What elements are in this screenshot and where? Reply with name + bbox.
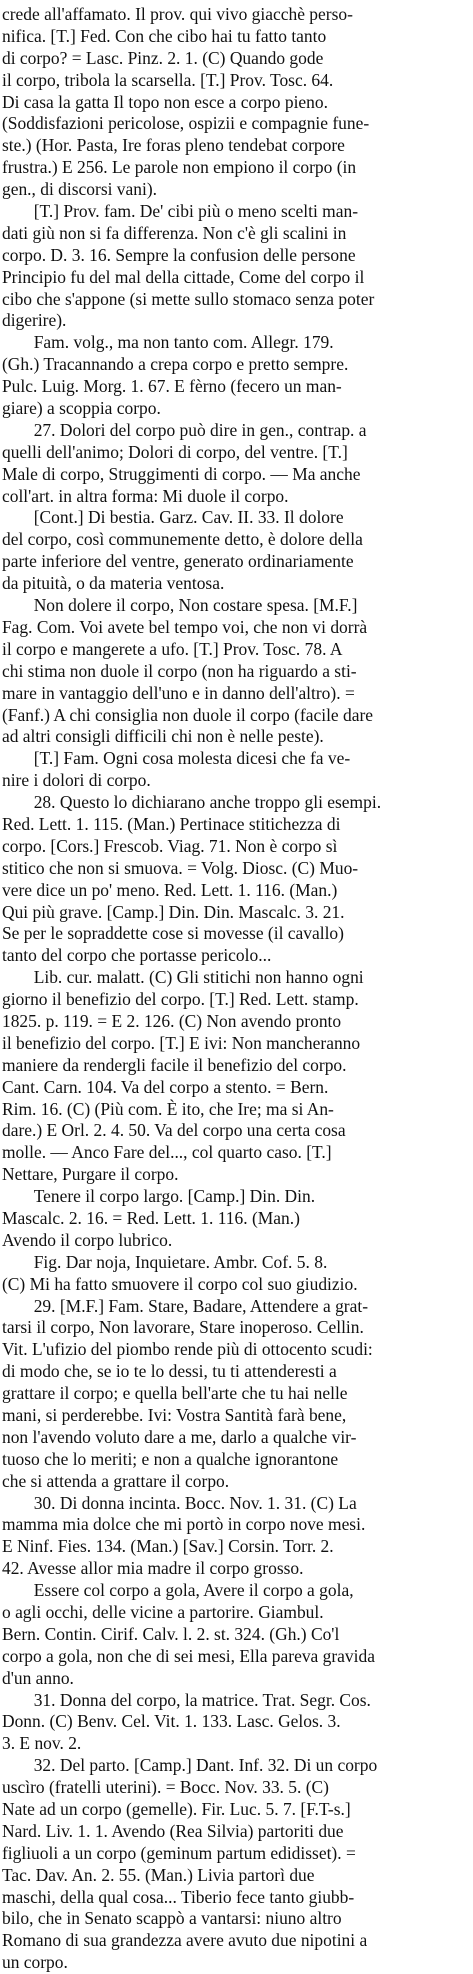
text-line: (C) Mi ha fatto smuovere il corpo col suo giudizio. [1,1273,358,1294]
text-line: Male di corpo, Struggimenti di corpo. — Ma anche [1,463,361,484]
text-line: digerire). [1,310,67,331]
text-line: Fag. Com. Voi avete bel tempo voi, che non vi dorrà [1,616,368,637]
text-line: Fam. volg., ma non tanto com. Allegr. 179. [33,332,334,353]
text-line: Di casa la gatta Il topo non esce a corpo pieno. [1,91,328,112]
text-line: coll'art. in altra forma: Mi duole il corpo. [1,485,289,506]
text-line: mare in vantaggio dell'uno e in danno dell'altro). = [1,682,355,703]
text-line: Donn. (C) Benv. Cel. Vit. 1. 133. Lasc. Gelos. 3. [1,1711,341,1732]
text-line: 27. Dolori del corpo può dire in gen., contrap. a [33,419,367,440]
text-line: Se per le sopraddette cose si movesse (il cavallo) [1,923,344,944]
text-line: il corpo, tribola la scarsella. [T.] Prov. Tosc. 64. [1,69,334,90]
text-line: non l'avendo voluto dare a me, darlo a qualche vir- [1,1426,357,1447]
text-line: 3. E nov. 2. [1,1733,82,1754]
text-line: corpo a gola, non che di sei mesi, Ella pareva gravida [1,1645,375,1666]
text-line: (Soddisfazioni pericolose, ospizii e compagnie fune- [1,113,370,134]
text-line: Tac. Dav. An. 2. 55. (Man.) Livia partorì due [1,1864,315,1885]
text-line: 29. [M.F.] Fam. Stare, Badare, Attendere a grat- [33,1295,369,1316]
text-line: Nettare, Purgare il corpo. [1,1164,179,1185]
text-line: nire i dolori di corpo. [1,770,151,791]
text-line: cibo che s'appone (si mette sullo stomaco senza poter [1,288,375,309]
text-line: molle. — Anco Fare del..., col quarto caso. [T.] [1,1142,332,1163]
text-line: Lib. cur. malatt. (C) Gli stitichi non hanno ogni [33,967,364,988]
text-line: figliuoli a un corpo (geminum partum edidisset). = [1,1842,356,1863]
text-line: giare) a scoppia corpo. [1,398,161,419]
text-line: Fig. Dar noja, Inquietare. Ambr. Cof. 5. 8. [33,1251,328,1272]
text-line: stitico che non si smuova. = Volg. Diosc. (C) Muo- [1,857,359,878]
text-line: 31. Donna del corpo, la matrice. Trat. Segr. Cos. [33,1689,371,1710]
text-line: tanto del corpo che portasse pericolo... [1,945,272,966]
text-line: corpo. [Cors.] Frescob. Viag. 71. Non è corpo sì [1,835,338,856]
text-line: il corpo e mangerete a ufo. [T.] Prov. Tosc. 78. A [1,638,343,659]
text-line: corpo. D. 3. 16. Sempre la confusion delle persone [1,244,356,265]
text-line: Tenere il corpo largo. [Camp.] Din. Din. [33,1186,316,1207]
text-line: Red. Lett. 1. 115. (Man.) Pertinace stitichezza di [1,813,341,834]
text-line: Mascalc. 2. 16. = Red. Lett. 1. 116. (Man.) [1,1207,300,1228]
text-line: Essere col corpo a gola, Avere il corpo a gola, [33,1580,354,1601]
text-line: bilo, che in Senato scappò a vantarsi: niuno altro [1,1908,342,1929]
text-line: maniere da rendergli facile il benefizio del corpo. [1,1054,347,1075]
text-line: ad altri consigli difficili chi non è nelle peste). [1,726,324,747]
text-line: [Cont.] Di bestia. Garz. Cav. II. 33. Il dolore [33,507,344,528]
text-line: dare.) E Orl. 2. 4. 50. Va del corpo una certa cosa [1,1120,346,1141]
text-line: (Gh.) Tracannando a crepa corpo e pretto sempre. [1,354,349,375]
text-line: Bern. Contin. Cirif. Calv. l. 2. st. 324. (Gh.) Co'l [1,1623,340,1644]
text-line: che si attenda a grattare il corpo. [1,1470,230,1491]
text-line: giorno il benefizio del corpo. [T.] Red. Lett. stamp. [1,989,359,1010]
text-line: ste.) (Hor. Pasta, Ire foras pleno tendebat corpore [1,135,345,156]
text-line: d'un anno. [1,1667,74,1688]
text-line: tarsi il corpo, Non lavorare, Stare inoperoso. Cellin. [1,1317,364,1338]
text-line: gen., di discorsi vani). [1,179,158,200]
text-line: chi stima non duole il corpo (non ha riguardo a sti- [1,660,357,681]
text-line: Pulc. Luig. Morg. 1. 67. E fèrno (fecero un man- [1,376,342,397]
text-line: Nate ad un corpo (gemelle). Fir. Luc. 5. 7. [F.T-s.] [1,1799,351,1820]
text-line: Vit. L'ufizio del piombo rende più di ottocento scudi: [1,1339,373,1360]
text-line: Non dolere il corpo, Non costare spesa. [M.F.] [33,595,358,616]
text-line: di modo che, se io te lo dessi, tu ti attenderesti a [1,1361,337,1382]
text-line: 1825. p. 119. = E 2. 126. (C) Non avendo pronto [1,1010,342,1031]
text-line: [T.] Prov. fam. De' cibi più o meno scelti man- [33,201,359,222]
text-line: frustra.) E 256. Le parole non empiono il corpo (in [1,157,357,178]
text-line: mamma mia dolce che mi portò in corpo nove mesi. [1,1514,366,1535]
text-line: nifica. [T.] Fed. Con che cibo hai tu fatto tanto [1,25,327,46]
text-line: maschi, della qual cosa... Tiberio fece tanto giubb- [1,1886,355,1907]
text-line: Romano di sua grandezza avere avuto due nipotini a [1,1930,368,1951]
text-line: vere dice un po' meno. Red. Lett. 1. 116. (Man.) [1,879,338,900]
text-line: grattare il corpo; e quella bell'arte che tu hai nelle [1,1383,348,1404]
text-line: parte inferiore del ventre, generato ordinariamente [1,551,354,572]
text-line: Nard. Liv. 1. 1. Avendo (Rea Silvia) partoriti due [1,1820,344,1841]
text-line: Avendo il corpo lubrico. [1,1229,173,1250]
text-line: mani, si perderebbe. Ivi: Vostra Santità farà bene, [1,1405,347,1425]
text-line: del corpo, così communemente detto, è dolore della [1,529,363,550]
text-line: o agli occhi, delle vicine a partorire. Giambul. [1,1602,324,1623]
text-line: E Ninf. Fies. 134. (Man.) [Sav.] Corsin. Torr. 2. [1,1536,334,1557]
text-line: [T.] Fam. Ogni cosa molesta dicesi che fa ve- [33,748,351,769]
text-line: Qui più grave. [Camp.] Din. Din. Mascalc. 3. 21. [1,901,345,922]
text-line: 30. Di donna incinta. Bocc. Nov. 1. 31. (C) La [33,1492,357,1513]
text-line: Cant. Carn. 104. Va del corpo a stento. = Bern. [1,1076,329,1097]
text-line: dati giù non si fa differenza. Non c'è gli scalini in [1,222,347,243]
text-line: il benefizio del corpo. [T.] E ivi: Non mancheranno [1,1032,361,1053]
text-line: Principio fu del mal della cittade, Come del corpo il [1,266,365,287]
text-line: Rim. 16. (C) (Più com. È ito, che Ire; ma si An- [1,1098,334,1119]
text-line: crede all'affamato. Il prov. qui vivo giacchè perso- [1,4,353,24]
text-line: 28. Questo lo dichiarano anche troppo gli esempi. [33,792,382,813]
text-line: 42. Avesse allor mia madre il corpo grosso. [1,1558,304,1579]
text-line: di corpo? = Lasc. Pinz. 2. 1. (C) Quando gode [1,47,324,68]
text-line: 32. Del parto. [Camp.] Dant. Inf. 32. Di un corpo [33,1755,378,1776]
text-line: da pituità, o da materia ventosa. [1,573,225,594]
text-line: tuoso che lo meriti; e non a qualche ignorantone [1,1448,339,1469]
text-line: uscìro (fratelli uterini). = Bocc. Nov. 33. 5. (C) [1,1777,329,1798]
text-line: quelli dell'animo; Dolori di corpo, del ventre. [T.] [1,441,348,462]
text-line: un corpo. [1,1952,68,1973]
text-line: (Fanf.) A chi consiglia non duole il corpo (facile dare [1,704,374,725]
text-column [0,4,473,1974]
